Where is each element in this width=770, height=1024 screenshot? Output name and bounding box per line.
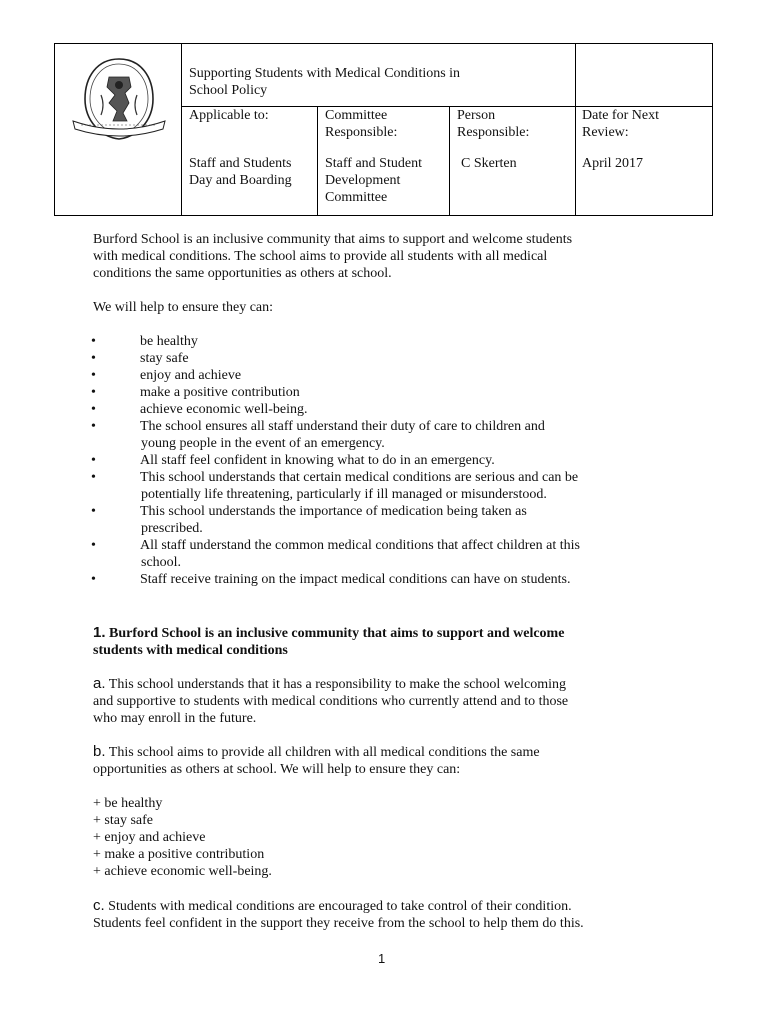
list-item	[91, 384, 691, 401]
committee-value: Committee	[325, 190, 388, 205]
section-number: 1.	[93, 624, 106, 641]
person-value: C Skerten	[461, 156, 517, 171]
intro-paragraph	[93, 231, 683, 282]
list-item: + make a positive contribution	[93, 847, 265, 862]
list-item-text: This school understands the importance of medication being taken as	[140, 504, 527, 519]
list-item	[91, 401, 691, 418]
policy-title-line: Supporting Students with Medical Conditions in	[189, 66, 461, 81]
list-item	[91, 503, 691, 520]
list-item-continuation: potentially life threatening, particularly if ill managed or misunderstood.	[141, 487, 547, 502]
list-item: + be healthy	[93, 796, 163, 811]
table-divider	[575, 44, 576, 215]
bullet-icon: •	[91, 538, 96, 553]
paragraph-line: with medical conditions. The school aims to provide all students with all medical	[93, 249, 548, 264]
list-item-continuation: young people in the event of an emergency.	[141, 436, 385, 451]
list-item-text: The school ensures all staff understand their duty of care to children and	[140, 419, 545, 434]
list-item-continuation: prescribed.	[141, 521, 203, 536]
subsection-a	[93, 675, 683, 727]
paragraph-line: opportunities as others at school. We will help to ensure they can:	[93, 762, 461, 777]
person-label: Responsible:	[457, 125, 530, 140]
plus-list	[93, 795, 683, 880]
review-label: Date for Next	[582, 108, 659, 123]
committee-label: Committee	[325, 108, 388, 123]
section-heading-text: students with medical conditions	[93, 643, 288, 658]
bullet-icon: •	[91, 351, 96, 366]
bullet-icon: •	[91, 453, 96, 468]
applicable-to-label: Applicable to:	[189, 108, 269, 123]
paragraph-line: Students with medical conditions are encouraged to take control of their condition.	[108, 899, 572, 914]
section-heading	[93, 624, 683, 659]
list-item-text: stay safe	[140, 351, 189, 366]
list-item	[91, 452, 691, 469]
bullet-icon: •	[91, 385, 96, 400]
list-item	[91, 571, 691, 588]
review-label: Review:	[582, 125, 629, 140]
list-item: + achieve economic well-being.	[93, 864, 272, 879]
table-divider	[449, 106, 450, 215]
paragraph-line: Students feel confident in the support they receive from the school to help them do this.	[93, 916, 584, 931]
list-item-text: enjoy and achieve	[140, 368, 242, 383]
list-item-text: All staff understand the common medical conditions that affect children at this	[140, 538, 580, 553]
list-item-text: make a positive contribution	[140, 385, 300, 400]
list-item: + stay safe	[93, 813, 153, 828]
table-divider	[317, 106, 318, 215]
bullet-icon: •	[91, 572, 96, 587]
subsection-marker: a.	[93, 675, 106, 692]
policy-title	[189, 65, 569, 99]
subsection-b	[93, 743, 683, 778]
paragraph-line: This school aims to provide all children with all medical conditions the same	[108, 745, 540, 760]
paragraph-line: who may enroll in the future.	[93, 711, 257, 726]
subsection-c	[93, 897, 713, 932]
list-item	[91, 537, 691, 554]
person-responsible-cell	[457, 107, 572, 172]
bullet-icon: •	[91, 504, 96, 519]
list-item	[91, 350, 691, 367]
person-label: Person	[457, 108, 496, 123]
section-heading-text: Burford School is an inclusive community that aims to support and welcome	[109, 626, 565, 641]
review-date-cell	[582, 107, 707, 172]
school-crest-logo	[71, 55, 167, 145]
applicable-to-value: Staff and Students	[189, 156, 292, 171]
page-number: 1	[378, 951, 386, 966]
paragraph-line: Burford School is an inclusive community that aims to support and welcome students	[93, 232, 573, 247]
list-item-text: Staff receive training on the impact medical conditions can have on students.	[140, 572, 571, 587]
policy-header-table	[54, 43, 713, 216]
list-item-text: This school understands that certain medical conditions are serious and can be	[140, 470, 579, 485]
committee-label: Responsible:	[325, 125, 398, 140]
subsection-marker: c.	[93, 897, 105, 914]
paragraph-line: conditions the same opportunities as others at school.	[93, 266, 392, 281]
list-item-text: achieve economic well-being.	[140, 402, 308, 417]
committee-value: Development	[325, 173, 401, 188]
list-item	[91, 469, 691, 486]
committee-responsible-cell	[325, 107, 447, 206]
bullet-icon: •	[91, 419, 96, 434]
applicable-to-value: Day and Boarding	[189, 173, 292, 188]
policy-title-line: School Policy	[189, 83, 268, 98]
review-value: April 2017	[582, 156, 644, 171]
paragraph-line: This school understands that it has a responsibility to make the school welcoming	[108, 677, 567, 692]
list-item-continuation: school.	[141, 555, 182, 570]
bullet-icon: •	[91, 334, 96, 349]
committee-value: Staff and Student	[325, 156, 422, 171]
table-divider	[181, 44, 182, 215]
bullet-icon: •	[91, 402, 96, 417]
applicable-to-cell	[189, 107, 314, 189]
bullet-icon: •	[91, 368, 96, 383]
list-item	[91, 367, 691, 384]
paragraph-line: and supportive to students with medical conditions who currently attend and to those	[93, 694, 569, 709]
list-item: + enjoy and achieve	[93, 830, 206, 845]
list-item	[91, 333, 691, 350]
list-item-text: All staff feel confident in knowing what to do in an emergency.	[140, 453, 495, 468]
list-item-text: be healthy	[140, 334, 198, 349]
subsection-marker: b.	[93, 743, 106, 760]
bullet-icon: •	[91, 470, 96, 485]
list-item	[91, 418, 691, 435]
help-intro-line: We will help to ensure they can:	[93, 300, 274, 315]
